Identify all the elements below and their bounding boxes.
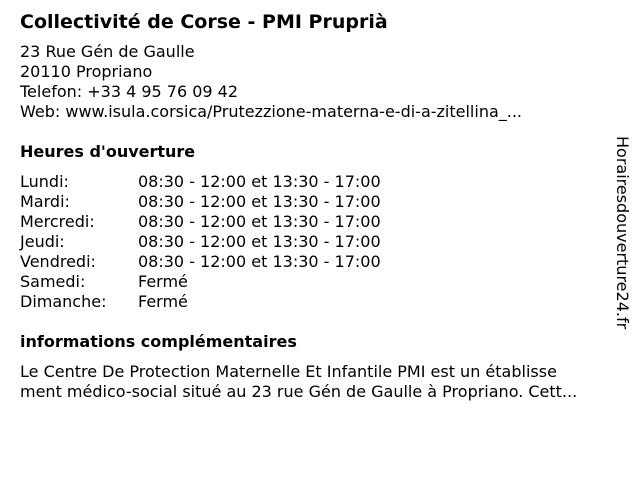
info-line-2: ment médico-social situé au 23 rue Gén de Gaulle à Propriano. Cett... [20,382,578,401]
hours-day: Samedi: [20,272,86,291]
business-title: Collectivité de Corse - PMI Pruprià [20,11,388,33]
hours-day: Vendredi: [20,252,96,271]
hours-row-wednesday [20,212,620,232]
hours-time: 08:30 - 12:00 et 13:30 - 17:00 [138,232,381,251]
hours-row-saturday [20,272,620,292]
hours-row-tuesday [20,192,620,212]
site-watermark: Horairesdouverture24.fr [613,136,632,330]
hours-day: Dimanche: [20,292,107,311]
hours-day: Lundi: [20,172,69,191]
opening-hours-heading: Heures d'ouverture [20,142,196,161]
hours-time: 08:30 - 12:00 et 13:30 - 17:00 [138,212,381,231]
additional-info-text [20,362,620,402]
phone-number: Telefon: +33 4 95 76 09 42 [20,82,239,101]
hours-day: Jeudi: [20,232,65,251]
hours-row-thursday [20,232,620,252]
hours-row-friday [20,252,620,272]
website-link[interactable]: Web: www.isula.corsica/Prutezzione-materna-e-di-a-zitellina_... [20,102,523,121]
street-address: 23 Rue Gén de Gaulle [20,42,195,61]
hours-time: 08:30 - 12:00 et 13:30 - 17:00 [138,172,381,191]
hours-day: Mardi: [20,192,70,211]
hours-row-sunday [20,292,620,312]
hours-time: Fermé [138,292,188,311]
info-line-1: Le Centre De Protection Maternelle Et Infantile PMI est un établisse [20,362,557,381]
business-card [20,10,620,402]
opening-hours-table [20,172,620,312]
hours-row-monday [20,172,620,192]
hours-time: Fermé [138,272,188,291]
hours-time: 08:30 - 12:00 et 13:30 - 17:00 [138,192,381,211]
hours-time: 08:30 - 12:00 et 13:30 - 17:00 [138,252,381,271]
hours-day: Mercredi: [20,212,95,231]
address-block [20,42,620,122]
additional-info-heading: informations complémentaires [20,332,297,351]
city-postal: 20110 Propriano [20,62,153,81]
